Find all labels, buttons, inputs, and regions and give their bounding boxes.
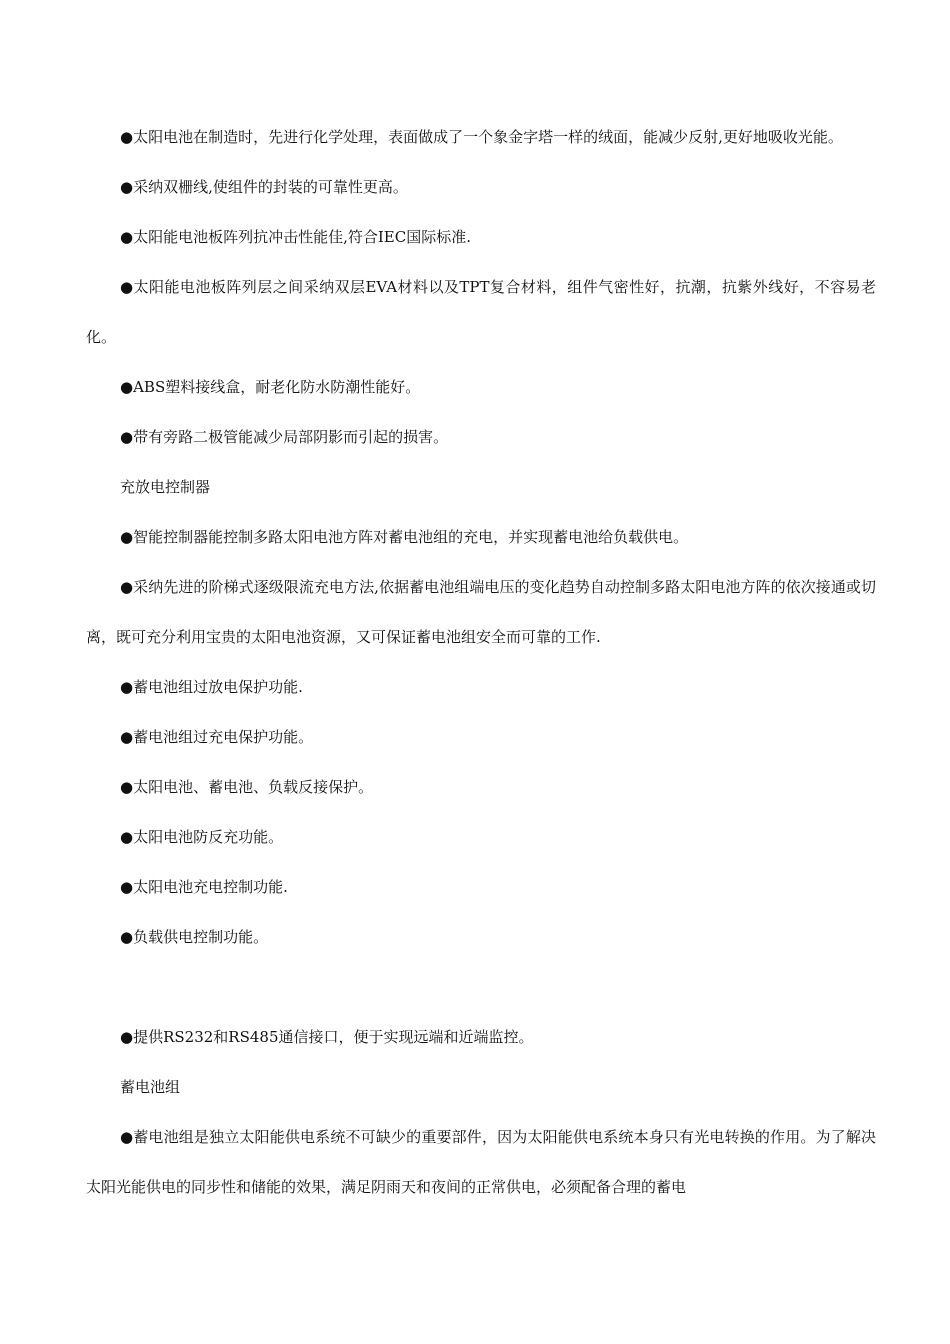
paragraph-communication-ports: ●提供RS232和RS485通信接口，便于实现远端和近端监控。	[120, 1028, 534, 1046]
paragraph-eva-tpt: ●太阳能电池板阵列层之间采纳双层EVA材料以及TPT复合材料，组件气密性好，抗潮，抗紫外线好，不容易老化。	[86, 278, 876, 346]
paragraph-double-grid: ●采纳双栅线,使组件的封装的可靠性更高。	[120, 178, 408, 196]
section-heading-battery-bank: 蓄电池组	[120, 1078, 181, 1096]
paragraph-over-discharge: ●蓄电池组过放电保护功能.	[120, 678, 303, 696]
blank-line	[86, 962, 876, 1012]
paragraph-smart-controller: ●智能控制器能控制多路太阳电池方阵对蓄电池组的充电，并实现蓄电池给负载供电。	[120, 528, 689, 546]
paragraph-solar-cell-texture: ●太阳电池在制造时，先进行化学处理，表面做成了一个象金字塔一样的绒面，能减少反射,更好地吸收光能。	[120, 128, 843, 146]
document-body	[86, 112, 876, 1212]
paragraph-battery-importance: ●蓄电池组是独立太阳能供电系统不可缺少的重要部件，因为太阳能供电系统本身只有光电转换的作用。为了解决太阳光能供电的同步性和储能的效果，满足阴雨天和夜间的正常供电，必须配备合理的蓄电	[86, 1128, 876, 1196]
paragraph-stepped-charging: ●采纳先进的阶梯式逐级限流充电方法,依据蓄电池组端电压的变化趋势自动控制多路太阳电池方阵的依次接通或切离，既可充分利用宝贵的太阳电池资源，又可保证蓄电池组安全而可靠的工作.	[86, 578, 876, 646]
paragraph-reverse-protection: ●太阳电池、蓄电池、负载反接保护。	[120, 778, 374, 796]
paragraph-impact-resistance: ●太阳能电池板阵列抗冲击性能佳,符合IEC国际标准.	[120, 228, 471, 246]
paragraph-charge-control: ●太阳电池充电控制功能.	[120, 878, 288, 896]
paragraph-anti-reverse-charge: ●太阳电池防反充功能。	[120, 828, 284, 846]
paragraph-load-control: ●负载供电控制功能。	[120, 928, 269, 946]
paragraph-bypass-diode: ●带有旁路二极管能减少局部阴影而引起的损害。	[120, 428, 449, 446]
section-heading-charge-controller: 充放电控制器	[120, 478, 211, 496]
paragraph-over-charge: ●蓄电池组过充电保护功能。	[120, 728, 314, 746]
paragraph-abs-junction-box: ●ABS塑料接线盒，耐老化防水防潮性能好。	[120, 378, 421, 396]
